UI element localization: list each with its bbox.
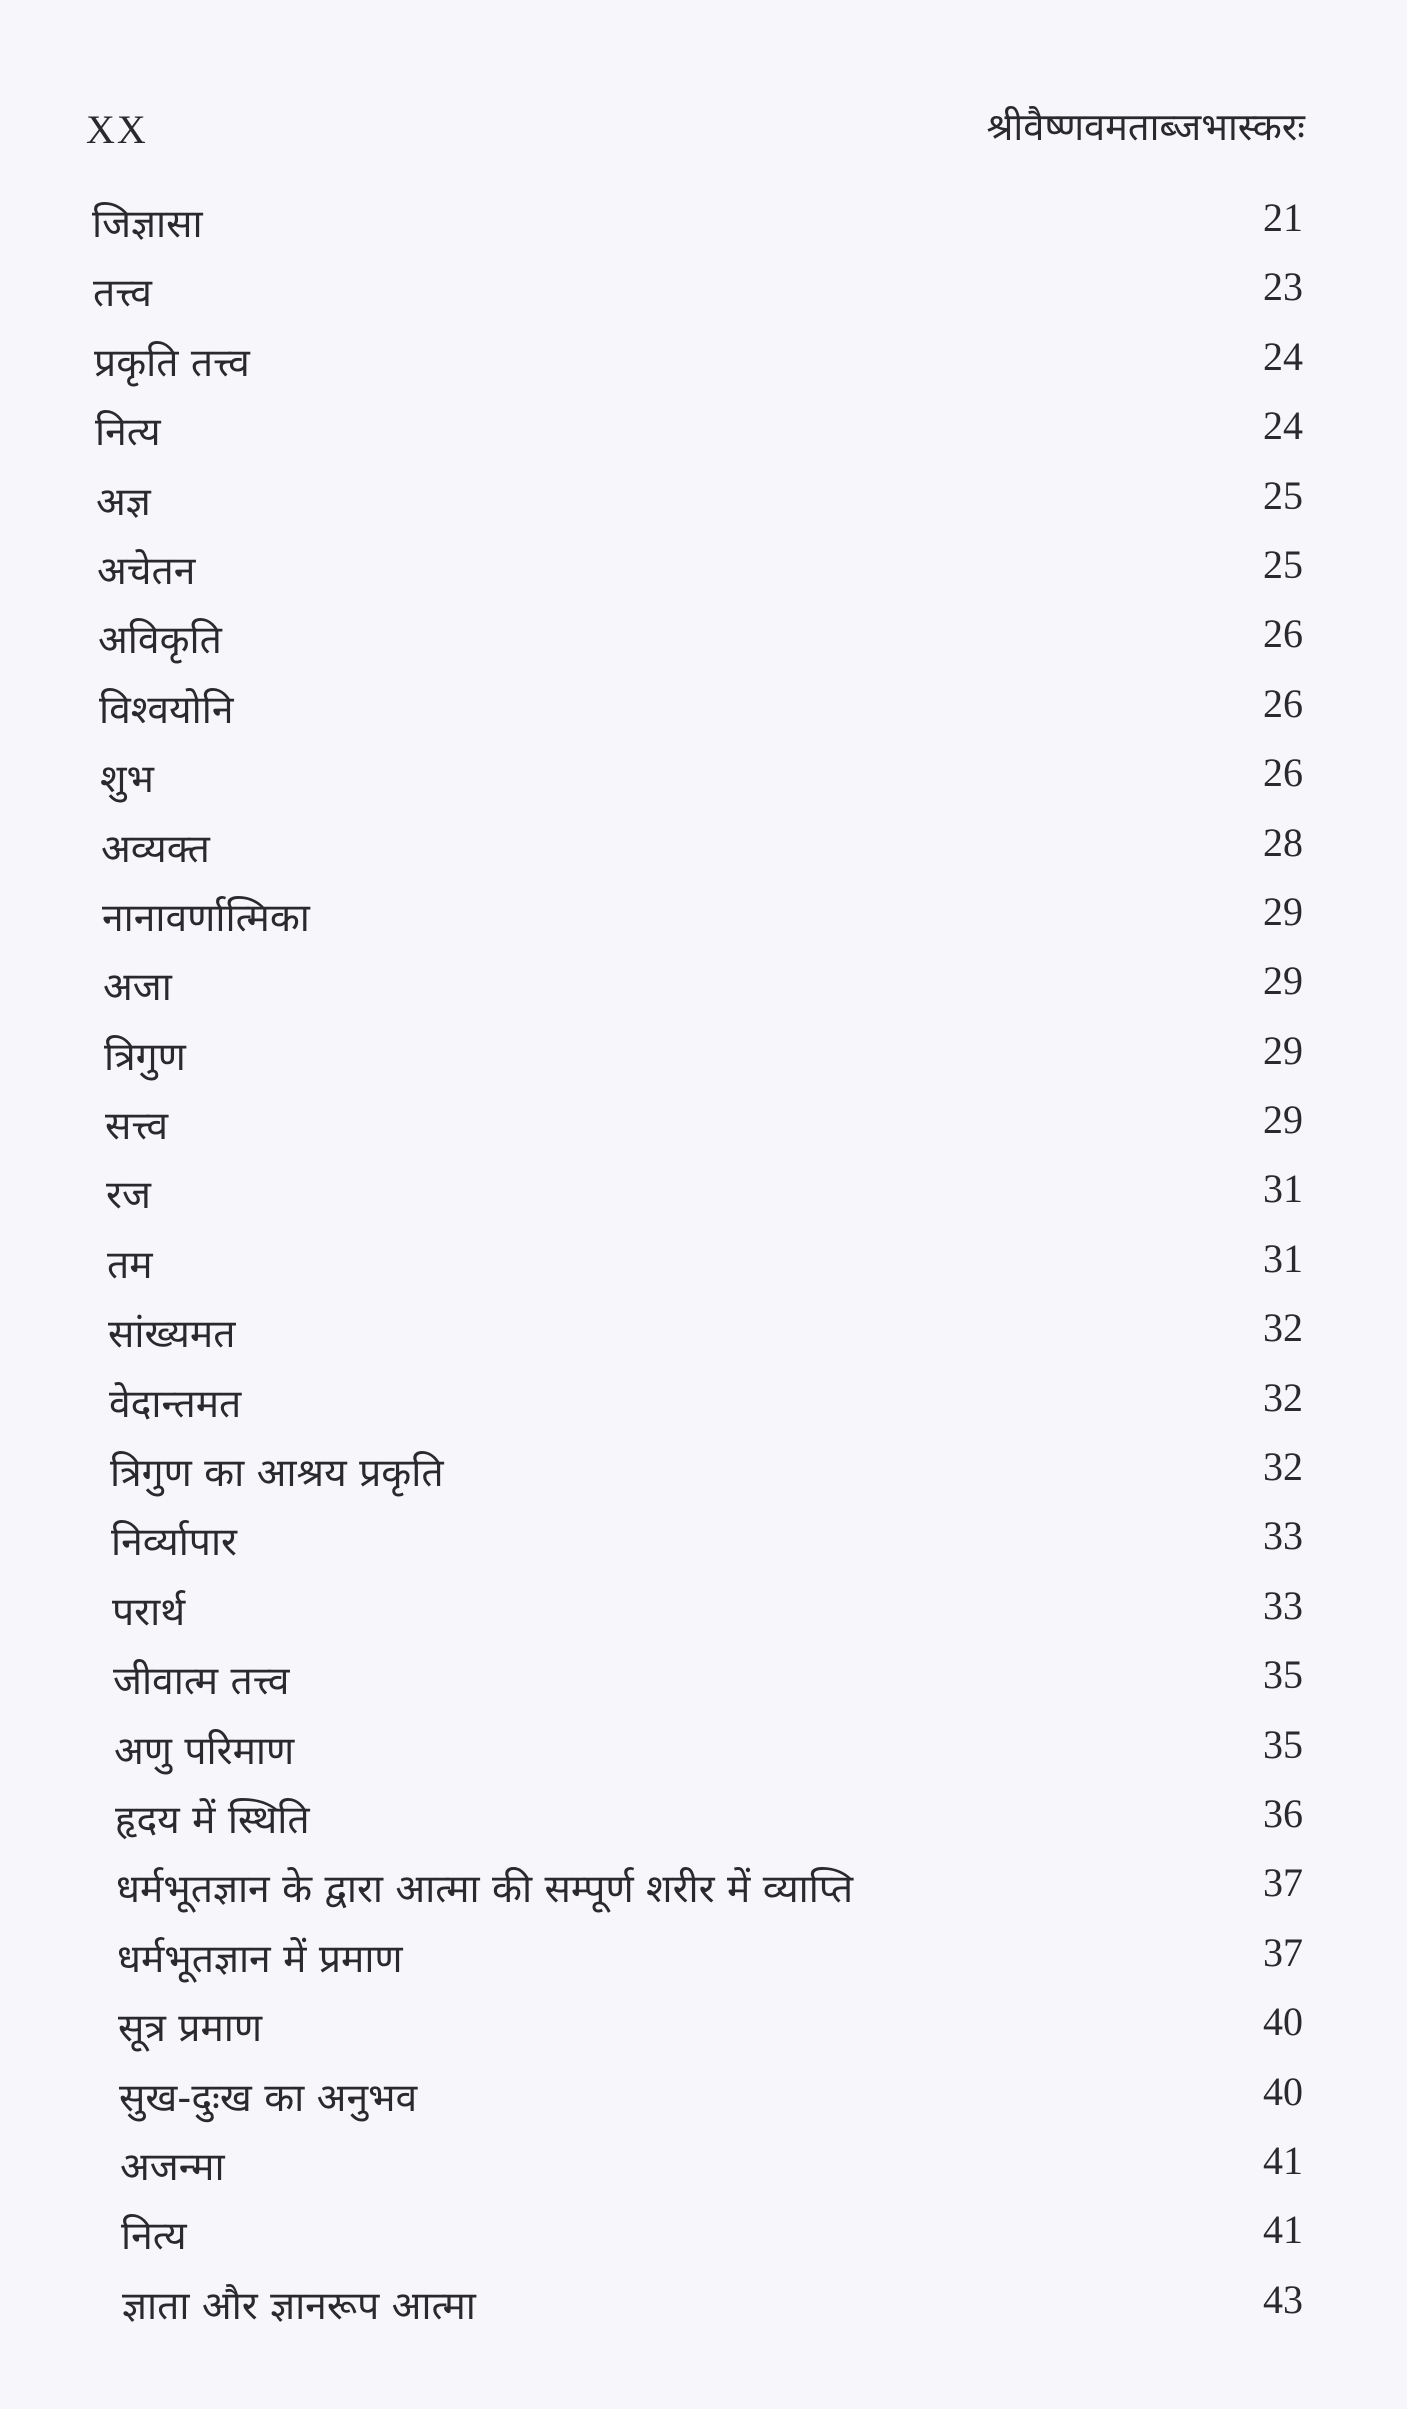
toc-entry-page-number: 37: [1263, 1929, 1303, 1975]
toc-entry-page-number: 36: [1263, 1790, 1303, 1836]
toc-entry-title: सुख-दुःख का अनुभव: [119, 2075, 418, 2121]
toc-entry-page-number: 40: [1263, 2068, 1303, 2114]
toc-entry-title: अचेतन: [97, 548, 196, 594]
toc-entry-page-number: 29: [1263, 958, 1303, 1004]
toc-entry-title: तत्त्व: [93, 271, 152, 317]
toc-entry-page-number: 40: [1263, 1999, 1303, 2045]
toc-entry-title: त्रिगुण का आश्रय प्रकृति: [110, 1451, 444, 1497]
toc-entry-title: सत्त्व: [105, 1104, 169, 1150]
toc-entry-title: तम: [107, 1242, 153, 1288]
toc-entry-title: वेदान्तमत: [109, 1381, 242, 1427]
toc-entry-page-number: 26: [1263, 750, 1303, 796]
toc-entry-title: निर्व्यापार: [111, 1520, 238, 1566]
toc-entry: [0, 468, 1407, 537]
toc-entry-title: हृदय में स्थिति: [115, 1797, 310, 1843]
toc-entry-title: अव्यक्त: [101, 826, 210, 872]
toc-entry-title: अजन्मा: [120, 2144, 225, 2190]
toc-entry-page-number: 29: [1263, 1027, 1303, 1073]
toc-entry-page-number: 35: [1263, 1652, 1303, 1698]
toc-entry-page-number: 37: [1263, 1860, 1303, 1906]
toc-entry: [0, 2064, 1407, 2133]
toc-entry-title: नित्य: [121, 2214, 187, 2260]
toc-entry-page-number: 26: [1263, 611, 1303, 657]
toc-entry: [0, 329, 1407, 398]
toc-entry-page-number: 21: [1263, 195, 1303, 240]
toc-entry-title: जीवात्म तत्त्व: [113, 1659, 290, 1705]
toc-entry-page-number: 24: [1263, 333, 1303, 379]
toc-entry-page-number: 29: [1263, 1097, 1303, 1143]
toc-entry-page-number: 29: [1263, 888, 1303, 934]
table-of-contents: [0, 190, 1407, 2341]
toc-entry-title: रज: [106, 1173, 151, 1219]
toc-entry-title: विश्वयोनि: [99, 687, 234, 733]
toc-entry-page-number: 35: [1263, 1721, 1303, 1767]
toc-entry-title: अणु परिमाण: [114, 1728, 295, 1774]
toc-entry-page-number: 33: [1263, 1582, 1303, 1628]
toc-entry: [0, 815, 1407, 884]
toc-entry-title: अविकृति: [98, 618, 222, 664]
toc-entry-title: प्रकृति तत्त्व: [94, 340, 250, 386]
toc-entry: [0, 1786, 1407, 1855]
toc-entry-page-number: 31: [1263, 1166, 1303, 1212]
running-title: श्रीवैष्णवमताब्जभास्करः: [986, 105, 1305, 149]
toc-entry: [0, 676, 1407, 745]
toc-entry: [0, 1647, 1407, 1716]
toc-entry-title: ज्ञाता और ज्ञानरूप आत्मा: [122, 2283, 476, 2329]
toc-entry: [0, 606, 1407, 675]
toc-entry-title: सांख्यमत: [108, 1312, 236, 1358]
toc-entry: [0, 2202, 1407, 2271]
toc-entry-title: अजा: [103, 965, 172, 1011]
toc-entry: [0, 190, 1407, 259]
toc-entry-page-number: 28: [1263, 819, 1303, 865]
toc-entry-title: त्रिगुण: [104, 1034, 186, 1080]
toc-entry-title: नानावर्णात्मिका: [102, 895, 310, 941]
toc-entry: [0, 1161, 1407, 1230]
toc-entry-page-number: 31: [1263, 1235, 1303, 1281]
toc-entry: [0, 1925, 1407, 1994]
toc-entry: [0, 2272, 1407, 2341]
toc-entry: [0, 259, 1407, 328]
toc-entry: [0, 1023, 1407, 1092]
toc-entry-page-number: 24: [1263, 403, 1303, 449]
toc-entry-page-number: 43: [1263, 2276, 1303, 2322]
toc-entry: [0, 1370, 1407, 1439]
toc-entry-title: सूत्र प्रमाण: [118, 2006, 263, 2052]
page-number-header: XX: [86, 107, 148, 152]
toc-entry: [0, 1578, 1407, 1647]
toc-entry: [0, 1439, 1407, 1508]
toc-entry-page-number: 41: [1263, 2137, 1303, 2183]
toc-entry-title: धर्मभूतज्ञान के द्वारा आत्मा की सम्पूर्ण शरीर में व्याप्ति: [116, 1867, 854, 1913]
toc-entry-page-number: 25: [1263, 472, 1303, 518]
toc-entry: [0, 1717, 1407, 1786]
toc-entry-title: शुभ: [100, 757, 154, 803]
toc-entry: [0, 398, 1407, 467]
toc-entry: [0, 884, 1407, 953]
toc-entry-page-number: 41: [1263, 2207, 1303, 2253]
toc-entry-page-number: 32: [1263, 1305, 1303, 1351]
toc-entry: [0, 745, 1407, 814]
toc-entry-title: नित्य: [95, 410, 161, 456]
toc-entry: [0, 1231, 1407, 1300]
toc-entry-title: अज्ञ: [96, 479, 151, 525]
toc-entry-page-number: 26: [1263, 680, 1303, 726]
toc-entry: [0, 1092, 1407, 1161]
toc-entry-page-number: 32: [1263, 1374, 1303, 1420]
toc-entry: [0, 2133, 1407, 2202]
toc-entry: [0, 1300, 1407, 1369]
toc-entry-page-number: 25: [1263, 541, 1303, 587]
toc-entry: [0, 953, 1407, 1022]
toc-entry: [0, 1994, 1407, 2063]
toc-entry-page-number: 32: [1263, 1444, 1303, 1490]
toc-entry-page-number: 33: [1263, 1513, 1303, 1559]
toc-entry: [0, 1508, 1407, 1577]
toc-entry-title: जिज्ञासा: [92, 202, 203, 247]
toc-entry-title: धर्मभूतज्ञान में प्रमाण: [117, 1936, 403, 1982]
toc-entry-page-number: 23: [1263, 264, 1303, 310]
toc-entry-title: परार्थ: [112, 1589, 186, 1635]
toc-entry: [0, 537, 1407, 606]
toc-entry: [0, 1855, 1407, 1924]
